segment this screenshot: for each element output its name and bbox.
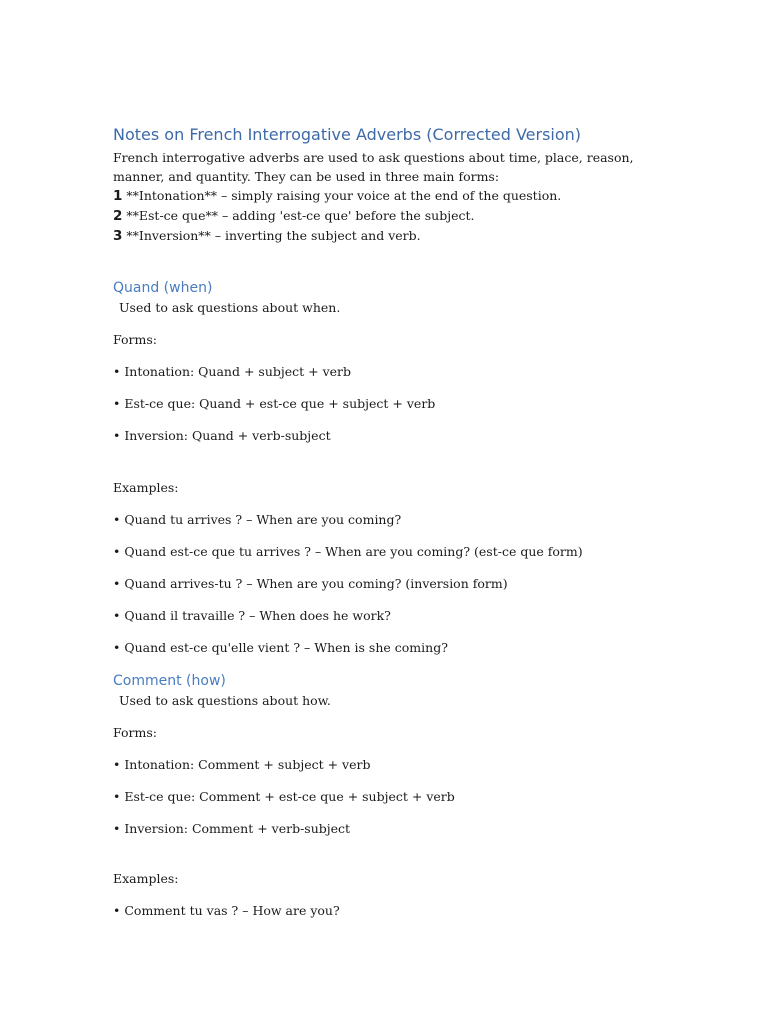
intro-form-text: **Inversion** – inverting the subject and verb. bbox=[126, 228, 421, 243]
document-body bbox=[113, 124, 658, 920]
example-item: • Quand il travaille ? – When does he work? bbox=[113, 606, 658, 625]
form-item: • Intonation: Comment + subject + verb bbox=[113, 755, 658, 774]
example-item: • Quand arrives-tu ? – When are you coming? (inversion form) bbox=[113, 574, 658, 593]
example-item: • Comment tu vas ? – How are you? bbox=[113, 901, 658, 920]
intro-form-item bbox=[113, 186, 658, 206]
intro-form-item bbox=[113, 226, 658, 246]
intro-form-number: 2 bbox=[113, 208, 123, 224]
form-item: • Est-ce que: Quand + est-ce que + subject + verb bbox=[113, 394, 658, 413]
examples-label: Examples: bbox=[113, 871, 179, 886]
intro-form-text: **Est-ce que** – adding 'est-ce que' before the subject. bbox=[126, 208, 475, 223]
intro-form-text: **Intonation** – simply raising your voice at the end of the question. bbox=[126, 188, 562, 203]
intro-form-item bbox=[113, 206, 658, 226]
examples-label: Examples: bbox=[113, 480, 179, 495]
example-item: • Quand tu arrives ? – When are you coming? bbox=[113, 510, 658, 529]
form-item: • Est-ce que: Comment + est-ce que + subject + verb bbox=[113, 787, 658, 806]
form-item: • Inversion: Quand + verb-subject bbox=[113, 426, 658, 445]
intro-form-number: 3 bbox=[113, 228, 123, 244]
example-item: • Quand est-ce que tu arrives ? – When are you coming? (est-ce que form) bbox=[113, 542, 658, 561]
intro-form-number: 1 bbox=[113, 188, 123, 204]
document-title: Notes on French Interrogative Adverbs (Corrected Version) bbox=[113, 125, 582, 144]
forms-label: Forms: bbox=[113, 332, 157, 347]
section-description: Used to ask questions about when. bbox=[119, 300, 341, 315]
forms-label: Forms: bbox=[113, 725, 157, 740]
example-item: • Quand est-ce qu'elle vient ? – When is she coming? bbox=[113, 638, 658, 657]
section-heading-quand: Quand (when) bbox=[113, 280, 213, 296]
form-item: • Inversion: Comment + verb-subject bbox=[113, 819, 658, 838]
section-heading-comment: Comment (how) bbox=[113, 673, 226, 689]
intro-paragraph: French interrogative adverbs are used to ask questions about time, place, reason, manner, and quantity. They can be used in three main forms: bbox=[113, 150, 634, 184]
form-item: • Intonation: Quand + subject + verb bbox=[113, 362, 658, 381]
section-description: Used to ask questions about how. bbox=[119, 693, 331, 708]
